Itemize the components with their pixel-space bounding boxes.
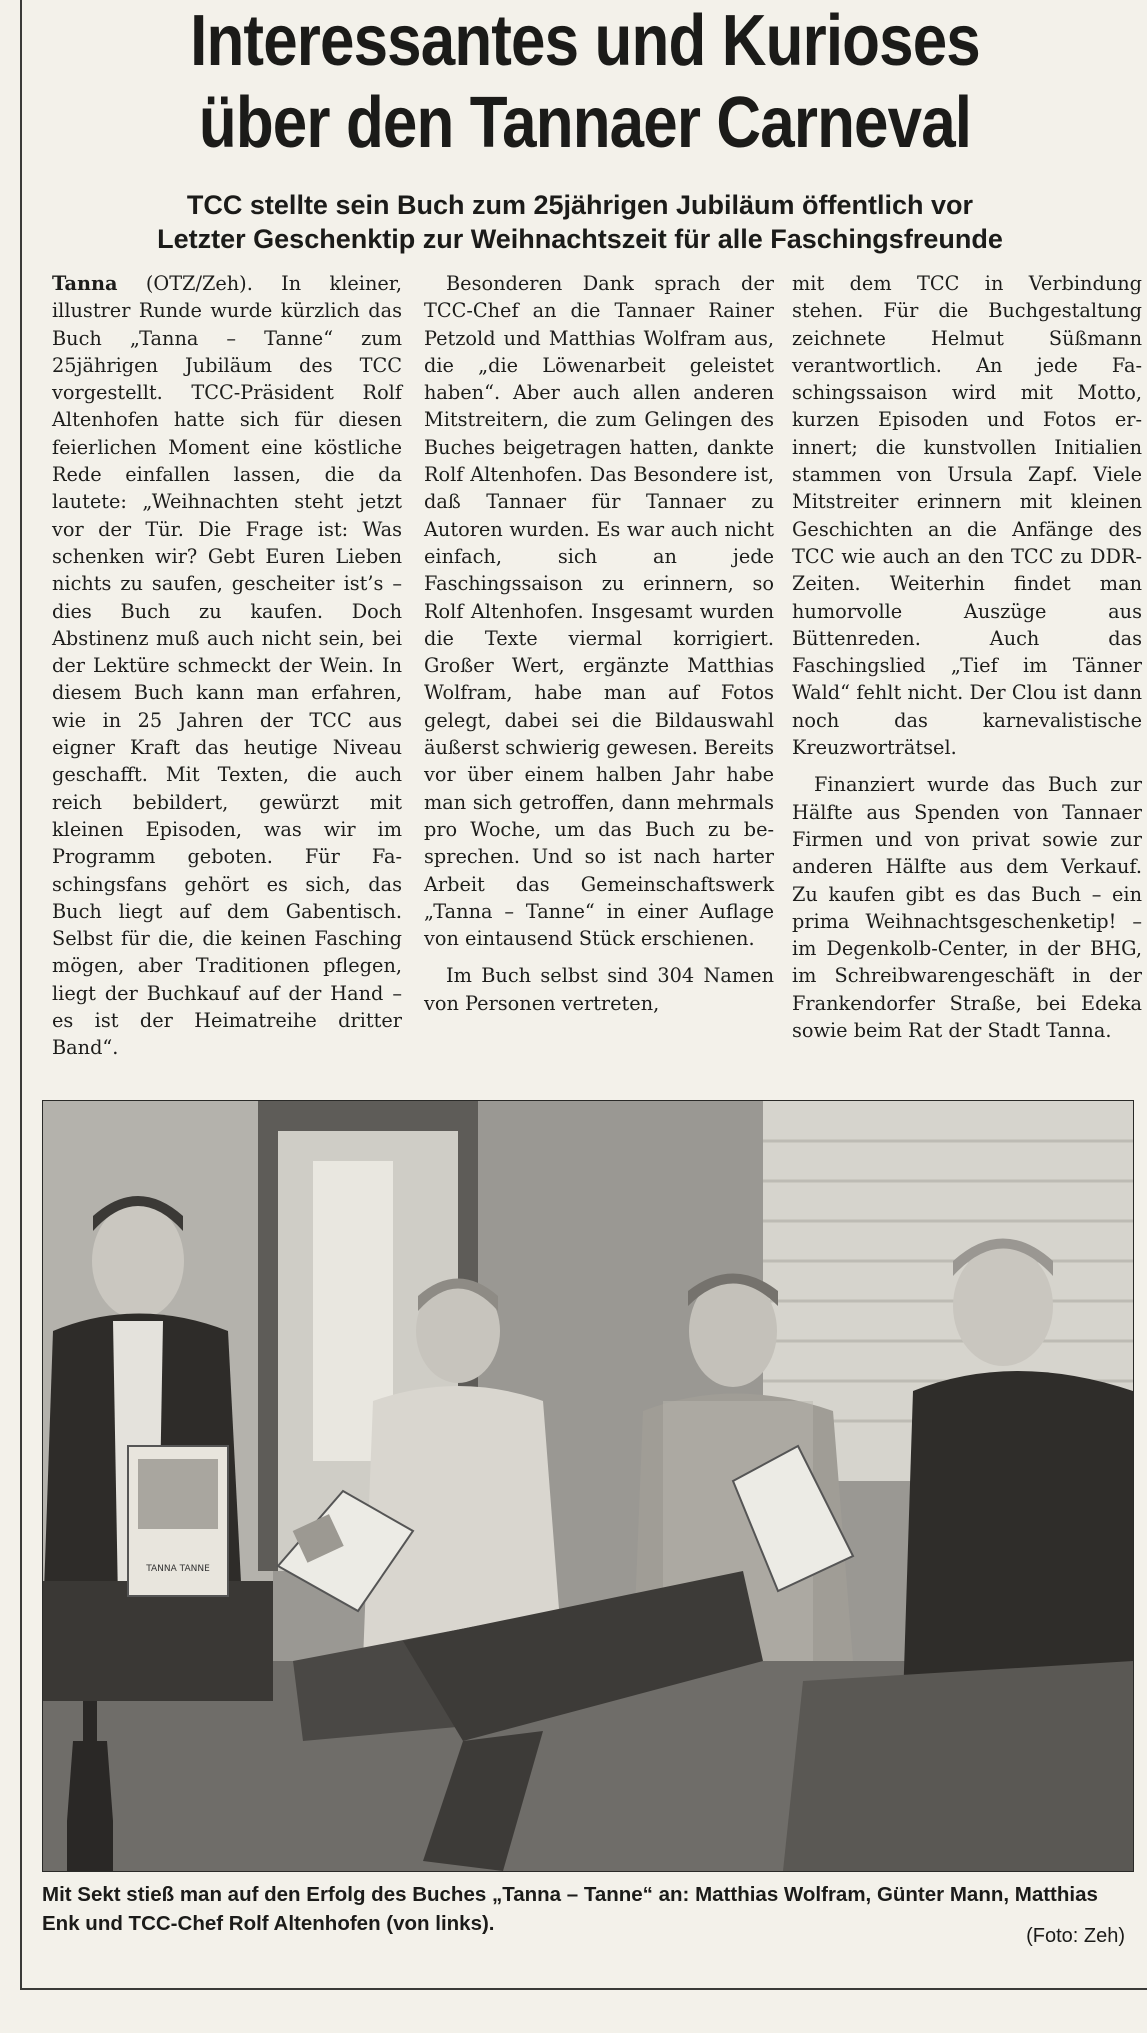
photo-illustration xyxy=(43,1101,1133,1871)
page-border-left xyxy=(20,0,22,1990)
headline-line-2: über den Tannaer Carneval xyxy=(198,83,972,163)
book-cover-icon xyxy=(128,1446,228,1596)
subheadline-line-2: Letzter Geschenktip zur Weihnachtszeit für alle Faschingsfreunde xyxy=(157,224,1003,254)
article-paragraph: Im Buch selbst sind 304 Namen von Personen vertreten, xyxy=(424,964,774,1015)
dateline: Tanna xyxy=(52,272,118,295)
subheadline xyxy=(40,188,1120,256)
page-border-bottom xyxy=(20,1988,1147,1990)
article-paragraph: Besonderen Dank sprach der TCC-Chef an die Tannaer Rainer Petzold und Matthias Wolfram aus, die „die Löwenarbeit geleistet haben“. Aber auch allen anderen Mitstreitern, die zum Gelingen des Buches beigetragen hatten, dankte Rolf Altenhofen. Das Besondere ist, daß Tannaer für Tannaer zu Autoren wurden. Es war auch nicht einfach, sich an jede Faschingssaison zu erinnern, so Rolf Altenhofen. Insgesamt wurden die Texte viermal korrigiert. Großer Wert, ergänzte Matthias Wolfram, habe man auf Fotos gelegt, dabei sei die Bildauswahl äußerst schwierig gewesen. Bereits vor über einem halben Jahr habe man sich getroffen, dann mehrmals pro Woche, um das Buch zu besprechen. Und so ist nach harter Arbeit das Gemeinschaftswerk „Tanna – Tanne“ in einer Auflage von eintausend Stück erschienen. xyxy=(424,272,774,951)
book-cover-title: TANNA TANNE xyxy=(146,1564,210,1574)
photo-caption: Mit Sekt stieß man auf den Erfolg des Buches „Tanna – Tanne“ an: Matthias Wolfram, Günter Mann, Matthias Enk und TCC-Chef Rolf Altenhofen (von links). xyxy=(42,1883,1098,1935)
photo-credit: (Foto: Zeh) xyxy=(1026,1925,1125,1947)
article-paragraph: Finanziert wurde das Buch zur Hälfte aus Spenden von Tannaer Firmen und von privat sowie zur anderen Hälfte aus dem Verkauf. Zu kaufen gibt es das Buch – ein prima Weihnachtsgeschenketip! – im Degenkolb-Center, in der BHG, im Schreibwarengeschäft in der Frankendorfer Straße, bei Edeka sowie beim Rat der Stadt Tanna. xyxy=(792,773,1142,1043)
article-paragraph xyxy=(52,270,402,1062)
headline-line-1: Interessantes und Kurioses xyxy=(190,1,980,81)
article-body xyxy=(40,270,1142,1080)
subheadline-line-1: TCC stellte sein Buch zum 25jährigen Jubiläum öffentlich vor xyxy=(186,190,974,220)
article-column-2 xyxy=(424,270,774,1017)
article-photo xyxy=(42,1100,1134,1872)
paragraph-text: In kleiner, illustrer Runde wurde kürzlich das Buch „Tanna – Tanne“ zum 25jährigen Jubiläum des TCC vorgestellt. TCC-Präsident Rolf Altenhofen hatte sich für diesen feierlichen Moment eine köstliche Rede einfallen lassen, die da lautete: „Weihnachten steht jetzt vor der Tür. Die Frage ist: Was schenken wir? Gebt Euren Lieben nichts zu saufen, gescheiter ist’s – dies Buch zu kaufen. Doch Abstinenz muß auch nicht sein, bei der Lektüre schmeckt der Wein. In diesem Buch kann man erfahren, wie in 25 Jahren der TCC aus eigner Kraft das heutige Niveau geschafft. Mit Texten, die auch reich bebildert, gewürzt mit kleinen Episoden, was wir im Programm geboten. Für Faschingsfans gehört es sich, das Buch liegt auf dem Gabentisch. Selbst für die, die keinen Fasching mögen, aber Traditionen pflegen, liegt der Buchkauf auf der Hand – es ist der Heimatreihe dritter Band“. xyxy=(52,272,403,1060)
dateline-source: (OTZ/Zeh). xyxy=(117,272,282,295)
article-column-1 xyxy=(52,270,402,1062)
article-column-3 xyxy=(792,270,1142,1044)
article-paragraph: mit dem TCC in Verbindung stehen. Für die Buchgestaltung zeichnete Helmut Süßmann verantwortlich. An jede Faschingssaison wird mit Motto, kurzen Episoden und Fotos erinnert; die kunstvollen Initialien stammen von Ursula Zapf. Viele Mitstreiter erinnern mit kleinen Geschichten an die Anfänge des TCC wie auch an den TCC zu DDR-Zeiten. Weiterhin findet man humorvolle Auszüge aus Büttenreden. Auch das Faschingslied „Tief im Tänner Wald“ fehlt nicht. Der Clou ist dann noch das karnevalistische Kreuzworträtsel. xyxy=(792,272,1142,760)
headline xyxy=(116,0,1053,164)
